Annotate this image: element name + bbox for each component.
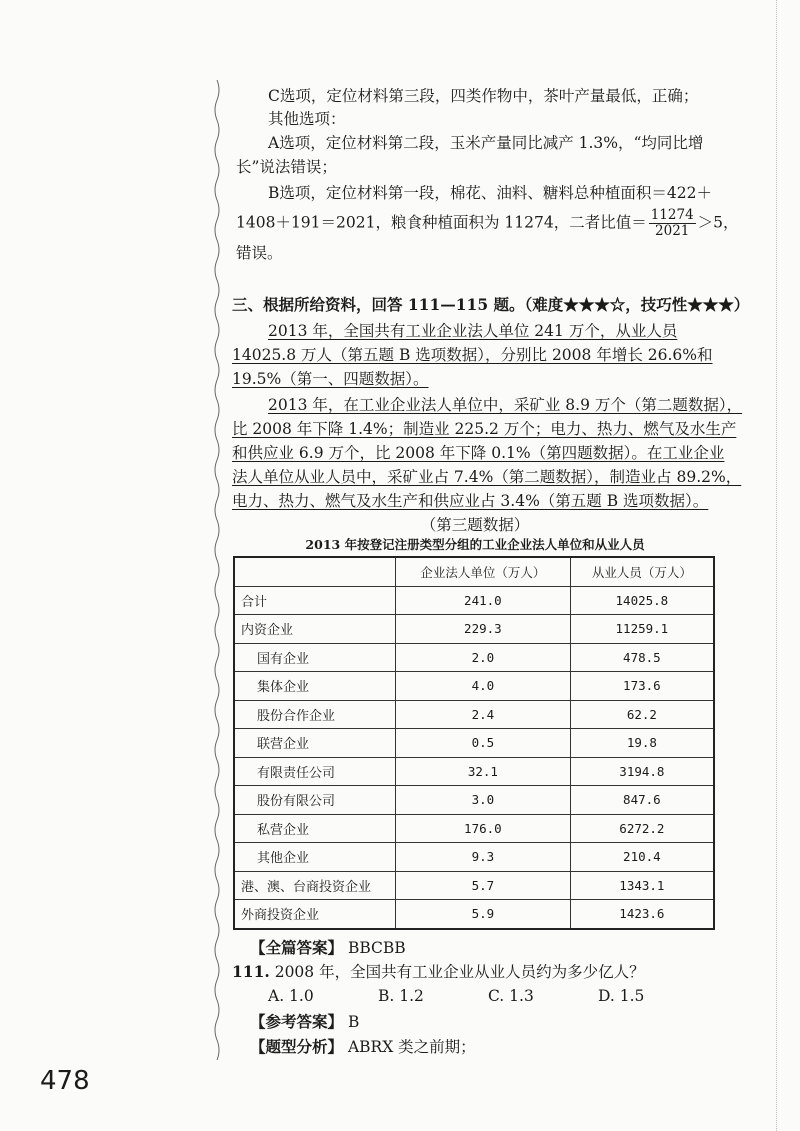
fraction-numerator: 11274 [650,207,694,223]
row-label: 股份合作企业 [234,700,396,729]
row-employees: 847.6 [570,786,714,815]
question-type-value: ABRX 类之前期； [347,1038,476,1056]
table-row [234,814,714,843]
para1-line-2: 14025.8 万人（第五题 B 选项数据），分别比 2008 年增长 26.6%和 [232,346,713,364]
row-units: 176.0 [396,814,571,843]
enterprise-table [233,556,715,930]
table-row [234,615,714,644]
row-units: 5.9 [396,900,571,929]
row-label: 其他企业 [234,843,396,872]
row-label: 国有企业 [234,643,396,672]
row-label: 港、澳、台商投资企业 [234,871,396,900]
row-label: 集体企业 [234,672,396,701]
table-row [234,586,714,615]
question-number: 111. [232,962,270,981]
row-units: 229.3 [396,615,571,644]
row-label: 股份有限公司 [234,786,396,815]
section-title: 三、根据所给资料，回答 111—115 题。（难度★★★☆，技巧性★★★） [232,295,750,314]
intro-line-2: 其他选项： [268,110,346,128]
row-employees: 62.2 [570,700,714,729]
reference-answer-value: B [347,1013,360,1031]
intro-line-4: 长”说法错误； [236,158,337,176]
intro-line-5: B选项，定位材料第一段，棉花、油料、糖料总种植面积＝422＋ [268,184,712,202]
row-employees: 478.5 [570,643,714,672]
question-111 [232,961,645,983]
intro-line-6 [236,208,739,239]
row-employees: 3194.8 [570,757,714,786]
row-units: 0.5 [396,729,571,758]
page-number: 478 [40,1066,90,1096]
intro-line-6-pre: 1408＋191＝2021，粮食种植面积为 11274，二者比值＝ [236,213,647,232]
row-employees: 19.8 [570,729,714,758]
row-units: 241.0 [396,586,571,615]
row-employees: 14025.8 [570,586,714,615]
table-header-employees: 从业人员（万人） [570,557,714,586]
row-label: 外商投资企业 [234,900,396,929]
full-answer-tag: 【全篇答案】 [250,938,344,957]
row-employees: 173.6 [570,672,714,701]
table-row [234,672,714,701]
table-row [234,729,714,758]
option-a: A. 1.0 [268,987,314,1005]
question-text: 2008 年，全国共有工业企业从业人员约为多少亿人？ [274,963,645,981]
row-label: 内资企业 [234,615,396,644]
para2-line-3: 和供应业 6.9 万个，比 2008 年下降 0.1%（第四题数据）。在工业企业 [232,444,725,462]
intro-line-3: A选项，定位材料第二段，玉米产量同比减产 1.3%，“均同比增 [268,134,704,152]
wavy-margin-line [212,80,222,1060]
question-type-tag: 【题型分析】 [250,1037,344,1056]
row-employees: 1343.1 [570,871,714,900]
full-answer-value: BBCBB [347,939,406,957]
table-row [234,700,714,729]
para2-line-4: 法人单位从业人员中，采矿业占 7.4%（第二题数据），制造业占 89.2%， [232,468,742,486]
para2-line-1: 2013 年，在工业企业法人单位中，采矿业 8.9 万个（第二题数据）， [268,396,743,414]
para1-line-1: 2013 年，全国共有工业企业法人单位 241 万个，从业人员 [268,322,678,340]
table-row [234,900,714,929]
reference-answer-tag: 【参考答案】 [250,1012,344,1031]
table-row [234,843,714,872]
intro-line-7: 错误。 [236,244,283,262]
row-units: 2.0 [396,643,571,672]
row-units: 4.0 [396,672,571,701]
row-employees: 1423.6 [570,900,714,929]
table-title: 2013 年按登记注册类型分组的工业企业法人单位和从业人员 [305,537,645,552]
row-employees: 210.4 [570,843,714,872]
table-row [234,757,714,786]
row-employees: 6272.2 [570,814,714,843]
fraction-denominator: 2021 [655,223,690,239]
option-d: D. 1.5 [598,987,645,1005]
table-header-row [234,557,714,586]
option-c: C. 1.3 [488,987,534,1005]
intro-line-1: C选项，定位材料第三段，四类作物中，茶叶产量最低，正确； [268,87,699,105]
row-label: 联营企业 [234,729,396,758]
row-label: 合计 [234,586,396,615]
question-type-line [250,1036,476,1058]
table-note: （第三题数据） [420,516,530,534]
para2-line-5: 电力、热力、燃气及水生产和供应业占 3.4%（第五题 B 选项数据）。 [232,492,709,510]
ratio-fraction [649,208,696,239]
row-units: 5.7 [396,871,571,900]
table-row [234,786,714,815]
row-label: 有限责任公司 [234,757,396,786]
table-header-units: 企业法人单位（万人） [396,557,571,586]
row-units: 9.3 [396,843,571,872]
row-units: 3.0 [396,786,571,815]
table-row [234,643,714,672]
reference-answer-line [250,1011,359,1033]
question-options [268,985,708,1007]
row-units: 32.1 [396,757,571,786]
full-answer-line [250,937,406,959]
row-units: 2.4 [396,700,571,729]
option-b: B. 1.2 [378,987,424,1005]
row-label: 私营企业 [234,814,396,843]
intro-line-6-post: ＞5， [697,213,739,232]
page-edge-dots [776,0,779,1131]
para2-line-2: 比 2008 年下降 1.4%；制造业 225.2 万个；电力、热力、燃气及水生产 [232,420,737,438]
table-row [234,871,714,900]
table-header-blank [234,557,396,586]
para1-line-3: 19.5%（第一、四题数据）。 [232,370,429,388]
row-employees: 11259.1 [570,615,714,644]
